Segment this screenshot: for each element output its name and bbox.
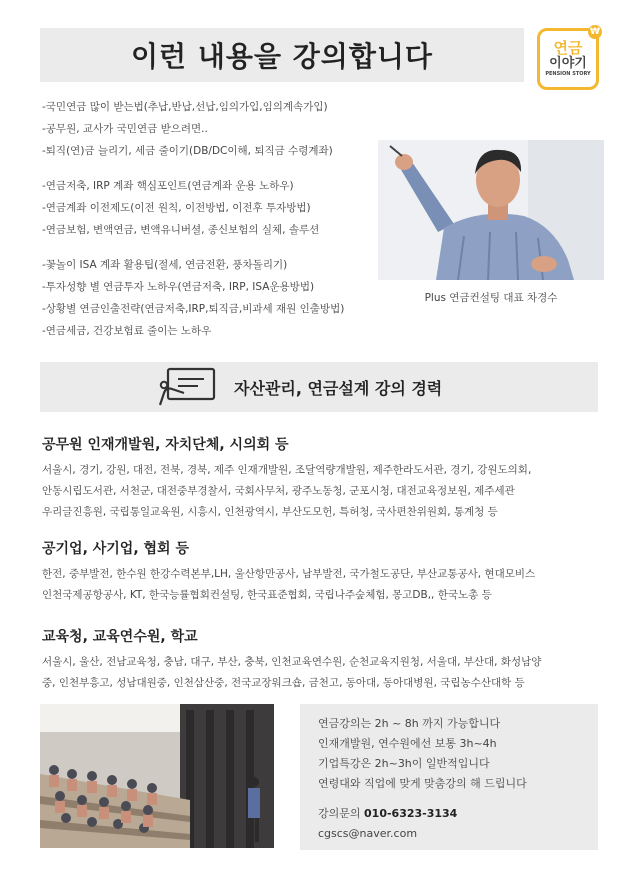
category-education xyxy=(42,626,602,694)
contact-label: 강의문의 xyxy=(318,807,365,820)
career-section-banner xyxy=(40,362,598,412)
topic-item: -연금세금, 건강보험료 줄이는 노하우 xyxy=(42,325,212,337)
topic-group-accounts xyxy=(42,175,402,241)
category-line: 한전, 중부발전, 한수원 한강수력본부,LH, 울산항만공사, 남부발전, 국가철도공단, 부산교통공사, 현대모비스 xyxy=(42,568,536,580)
category-line: 인천국제공항공사, KT, 한국능률협회컨설팅, 한국표준협회, 국립나주숲체험, 몽고DB,, 한국노총 등 xyxy=(42,589,492,601)
topic-item: -연금계좌 이전제도(이전 원칙, 이전방법, 이전후 투자방법) xyxy=(42,202,311,214)
category-line: 중, 인천부흥고, 성남대원중, 인천삼산중, 전국교장워크숍, 금천고, 동아대, 동아대병원, 국립농수산대학 등 xyxy=(42,677,525,689)
category-line: 서울시, 경기, 강원, 대전, 전북, 경북, 제주 인재개발원, 조달역량개발원, 제주한라도서관, 경기, 강원도의회, xyxy=(42,464,532,476)
topic-item: -연금저축, IRP 계좌 핵심포인트(연금계좌 운용 노하우) xyxy=(42,180,294,192)
category-corporate xyxy=(42,538,602,606)
header-banner xyxy=(40,28,524,82)
lecturer-caption: Plus 연금컨설팅 대표 차경수 xyxy=(424,292,558,304)
topic-item: -꽃놀이 ISA 계좌 활용팁(절세, 연금전환, 풍차돌리기) xyxy=(42,259,288,271)
logo-text-middle: 이야기 xyxy=(549,55,587,71)
career-section-title: 자산관리, 연금설계 강의 경력 xyxy=(234,378,443,398)
logo-text-top: 연금 xyxy=(553,38,583,57)
category-title: 교육청, 교육연수원, 학교 xyxy=(42,629,198,645)
topic-item: -퇴직(연)금 늘리기, 세금 줄이기(DB/DC이해, 퇴직금 수령계좌) xyxy=(42,145,333,157)
contact-line xyxy=(318,804,598,824)
topic-item: -투자성향 별 연금투자 노하우(연금저축, IRP, ISA운용방법) xyxy=(42,281,315,293)
topic-item: -연금보험, 변액연금, 변액유니버셜, 종신보험의 실체, 솔루션 xyxy=(42,224,320,236)
topic-item: -국민연금 많이 받는법(추납,반납,선납,임의가입,임의계속가입) xyxy=(42,101,328,113)
lecture-room-photo xyxy=(40,704,274,848)
lecturer-photo xyxy=(378,140,604,280)
topic-item: -상황별 연금인출전략(연금저축,IRP,퇴직금,비과세 재원 인출방법) xyxy=(42,303,345,315)
page-title: 이런 내용을 강의합니다 xyxy=(131,40,433,73)
category-line: 안동시립도서관, 서천군, 대전중부경찰서, 국회사무처, 광주노동청, 군포시청, 대전교육정보원, 제주세관 xyxy=(42,485,515,497)
lecture-info-box xyxy=(300,704,598,850)
presentation-board-icon xyxy=(158,367,218,407)
topic-item: -공무원, 교사가 국민연금 받으려면.. xyxy=(42,123,208,135)
category-title: 공기업, 사기업, 협회 등 xyxy=(42,541,189,557)
lecture-topic-list xyxy=(42,96,402,355)
category-line: 우리글진흥원, 국립통일교육원, 시흥시, 인천광역시, 부산도모헌, 특허청, 국사편찬위원회, 통계청 등 xyxy=(42,506,498,518)
topic-group-strategy xyxy=(42,254,402,342)
info-line: 기업특강은 2h~3h이 일반적입니다 xyxy=(318,757,490,770)
info-line: 연령대와 직업에 맞게 맞춤강의 해 드립니다 xyxy=(318,777,527,790)
logo-text-sub: PENSION STORY xyxy=(545,71,591,78)
category-government xyxy=(42,434,602,523)
contact-email[interactable]: cgscs@naver.com xyxy=(318,827,418,840)
info-line: 연금강의는 2h ~ 8h 까지 가능합니다 xyxy=(318,717,501,730)
contact-phone[interactable]: 010-6323-3134 xyxy=(364,807,458,820)
info-line: 인재개발원, 연수원에선 보통 3h~4h xyxy=(318,737,497,750)
won-coin-icon: ₩ xyxy=(588,25,602,39)
pension-story-logo xyxy=(537,28,599,90)
category-title: 공무원 인재개발원, 자치단체, 시의회 등 xyxy=(42,437,289,453)
category-line: 서울시, 울산, 전남교육청, 충남, 대구, 부산, 충북, 인천교육연수원, 순천교육지원청, 서울대, 부산대, 화성남양 xyxy=(42,656,542,668)
topic-group-pension xyxy=(42,96,402,162)
